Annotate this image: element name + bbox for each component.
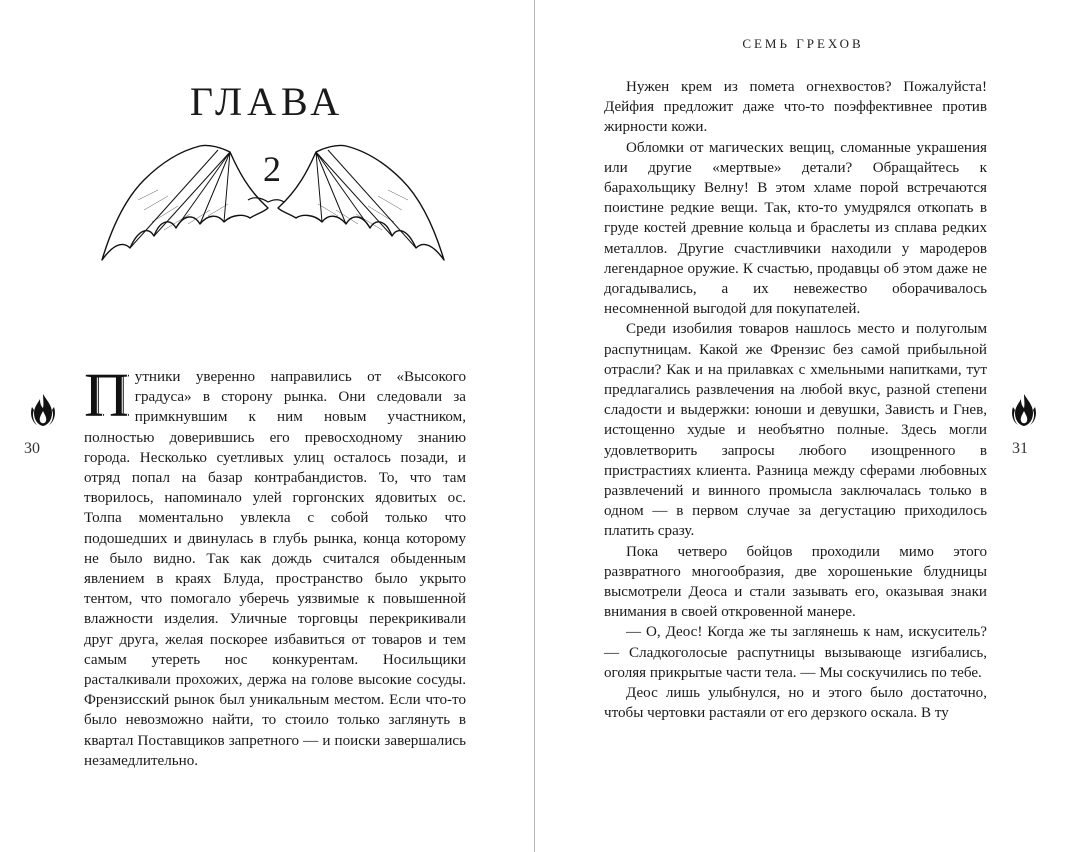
paragraph: Пока четверо бойцов проходили мимо этого развратного многообразия, две хорошенькие блудницы высмотрели Деоса и стали зазывать его, оказывая знаки внимания в своей откровенной манере.	[604, 543, 987, 621]
left-wing	[102, 145, 268, 260]
page-number-right: 31	[1012, 440, 1028, 457]
paragraph: Нужен крем из помета огнехвостов? Пожалуйста! Дейфия предложит даже что-то поэффективнее против жирности кожи.	[604, 79, 987, 136]
chapter-title: ГЛАВА	[189, 79, 345, 124]
opening-paragraph	[84, 362, 466, 771]
drop-cap: П	[84, 362, 129, 430]
running-head: СЕМЬ ГРЕХОВ	[742, 36, 864, 51]
flame-icon	[1009, 393, 1039, 427]
chapter-number: 2	[263, 149, 281, 189]
chapter-opening-text	[84, 362, 466, 771]
page-number-left: 30	[24, 440, 40, 457]
paragraph: Деос лишь улыбнулся, но и этого было достаточно, чтобы чертовки растаяли от его дерзкого оскала. В ту	[604, 685, 987, 722]
page-gutter	[534, 0, 535, 852]
paragraph: Среди изобилия товаров нашлось место и полуголым распутницам. Какой же Френзис без самой прибыльной отрасли? Как и на прилавках с хмельными напитками, тут предлагались развлечения на любой вкус, разной степени сладости и выдержки: юноши и девушки, Зависть и Гнев, истощенно худые и необъятно полные. Здесь могли удовлетворить запросы любого изощренного в пристрастиях клиента. Разница между сферами любовных развлечений и винного промысла заключалась только в одном — в первом случае за дегустацию приходилось платить сразу.	[604, 321, 987, 540]
paragraph: Обломки от магических вещиц, сломанные украшения или другие «мертвые» детали? Обращайтесь к барахольщику Велну! В этом хламе порой встречаются поистине редкие вещи. Так, кто-то умудрялся откопать в груде костей древние кольца и браслеты из сплава редких металлов. Другие счастливчики находили у мародеров легендарное оружие. К счастью, продавцы об этом даже не догадывались, а их невежество оборачивалось несомненной выгодой для покупателей.	[604, 139, 987, 318]
left-page	[0, 0, 534, 852]
right-wing	[278, 145, 444, 260]
paragraph: — О, Деос! Когда же ты заглянешь к нам, искуситель? — Сладкоголосые распутницы вызывающе изгибались, оголяя прикрытые части тела. — Мы соскучились по тебе.	[604, 624, 987, 681]
flame-icon	[28, 393, 58, 427]
opening-paragraph-body: утники уверенно направились от «Высокого градуса» в сторону рынка. Они следовали за примкнувшим к ним новым участником, полностью доверившись его превосходному знанию города. Несколько суетливых улиц осталось позади, и отряд попал на базар контрабандистов. То, что там творилось, напоминало улей горгонских ядовитых ос. Толпа моментально увлекла с собой только что подошедших и двинулась в глубь рынка, конца которому не было видно. Так как дождь считался обыденным явлением в краях Блуда, пространство было укрыто тентом, что помогало уберечь уязвимые к повышенной влажности изделия. Уличные торговцы перекрикивали друг друга, желая поскорее избавиться от товаров и тем самым утереть нос конкурентам. Носильщики расталкивали прохожих, держа на голове высокие сосуды. Френзисский рынок был уникальным местом. Если что-то было невозможно найти, то стоило только заглянуть в квартал Поставщиков запретного — и поиски завершались незамедлительно.	[84, 369, 466, 769]
right-page-text	[604, 77, 987, 724]
